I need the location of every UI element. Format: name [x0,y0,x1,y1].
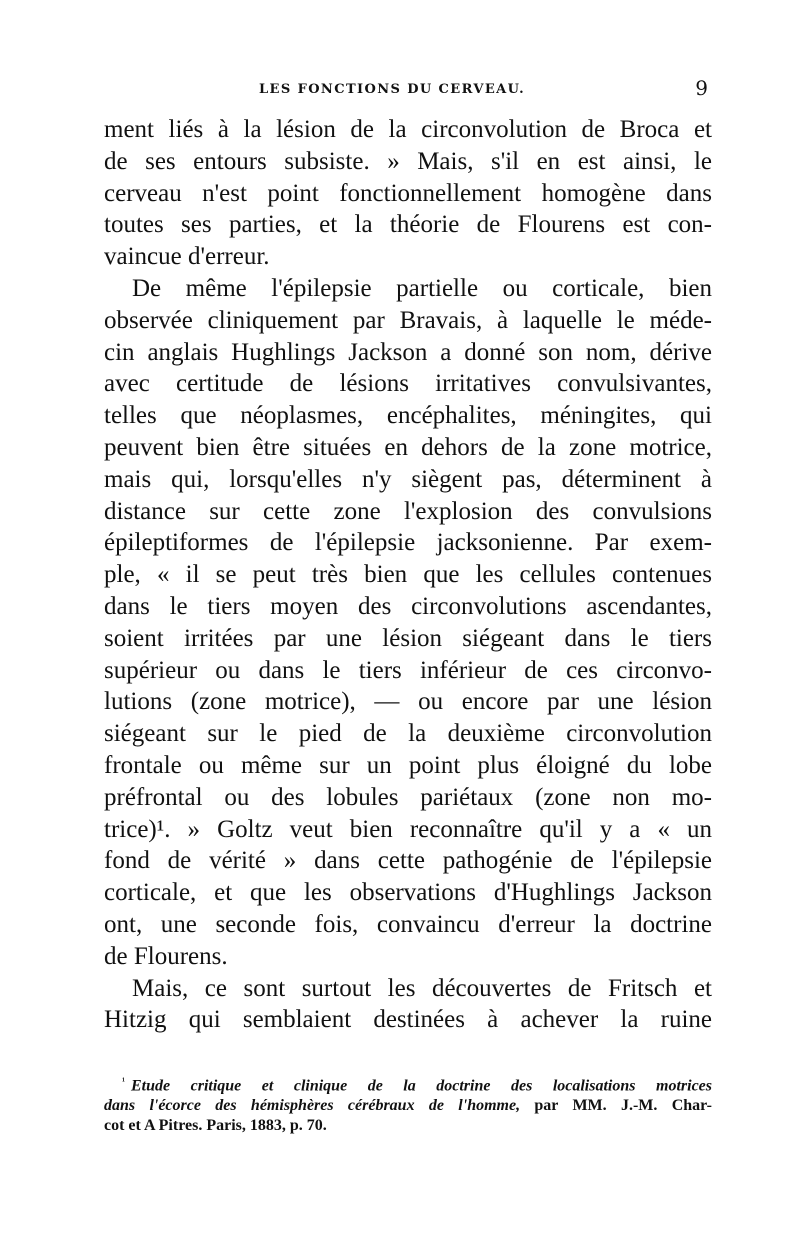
text-line: toutes ses parties, et la théorie de Flourens est con- [104,211,712,239]
text-line: corticale, et que les observations d'Hughlings Jackson [104,879,712,907]
footnote-authors: par MM. J.-M. Char- [520,1097,712,1115]
text-line: ont, une seconde fois, convaincu d'erreur la doctrine [104,910,712,938]
footnote-citation-title: Etude critique et clinique de la doctrine des localisations motrices [131,1077,712,1095]
text-line: préfrontal ou des lobules pariétaux (zone non mo- [104,783,712,811]
text-line: cerveau n'est point fonctionnellement homogène dans [104,179,712,207]
text-line: vaincue d'erreur. [104,243,270,271]
footnote-marker: ¹ [122,1076,125,1088]
text-line: épileptiformes de l'épilepsie jacksonienne. Par exem- [104,529,712,557]
text-line: avec certitude de lésions irritatives convulsivantes, [104,370,712,398]
text-line: de Flourens. [104,942,228,970]
footnote-line: cot et A Pitres. Paris, 1883, p. 70. [104,1117,327,1135]
text-line: de ses entours subsiste. » Mais, s'il en est ainsi, le [104,147,712,175]
text-line: supérieur ou dans le tiers inférieur de ces circonvo- [104,656,712,684]
document-page [104,74,712,1136]
text-line: soient irritées par une lésion siégeant dans le tiers [104,624,712,652]
text-line: observée cliniquement par Bravais, à laquelle le méde- [104,306,712,334]
text-line: dans le tiers moyen des circonvolutions ascendantes, [104,592,712,620]
running-title: LES FONCTIONS DU CERVEAU. [259,82,526,97]
text-line: trice)¹. » Goltz veut bien reconnaître qu'il y a « un [104,815,712,843]
footnote-line [104,1096,712,1116]
text-line: telles que néoplasmes, encéphalites, méningites, qui [104,402,712,430]
text-line: peuvent bien être situées en dehors de la zone motrice, [104,433,712,461]
text-line: De même l'épilepsie partielle ou corticale, bien [132,274,712,302]
page-number: 9 [695,76,708,100]
text-line: cin anglais Hughlings Jackson a donné son nom, dérive [104,338,712,366]
text-line: fond de vérité » dans cette pathogénie de l'épilepsie [104,847,712,875]
body-text [104,114,712,1036]
footnote [104,1072,712,1136]
running-head [104,74,712,114]
text-line: Mais, ce sont surtout les découvertes de Fritsch et [132,974,712,1002]
text-line: frontale ou même sur un point plus éloigné du lobe [104,751,712,779]
text-line: siégeant sur le pied de la deuxième circonvolution [104,720,712,748]
text-line: lutions (zone motrice), — ou encore par une lésion [104,688,712,716]
text-line: distance sur cette zone l'explosion des convulsions [104,497,712,525]
text-line: ment liés à la lésion de la circonvolution de Broca et [104,116,712,143]
text-line: ple, « il se peut très bien que les cellules contenues [104,561,712,589]
text-line: Hitzig qui semblaient destinées à achever la ruine [104,1006,712,1034]
footnote-citation-title-cont: dans l'écorce des hémisphères cérébraux de l'homme, [104,1097,521,1115]
text-line: mais qui, lorsqu'elles n'y siègent pas, déterminent à [104,465,712,493]
footnote-line [104,1072,712,1096]
